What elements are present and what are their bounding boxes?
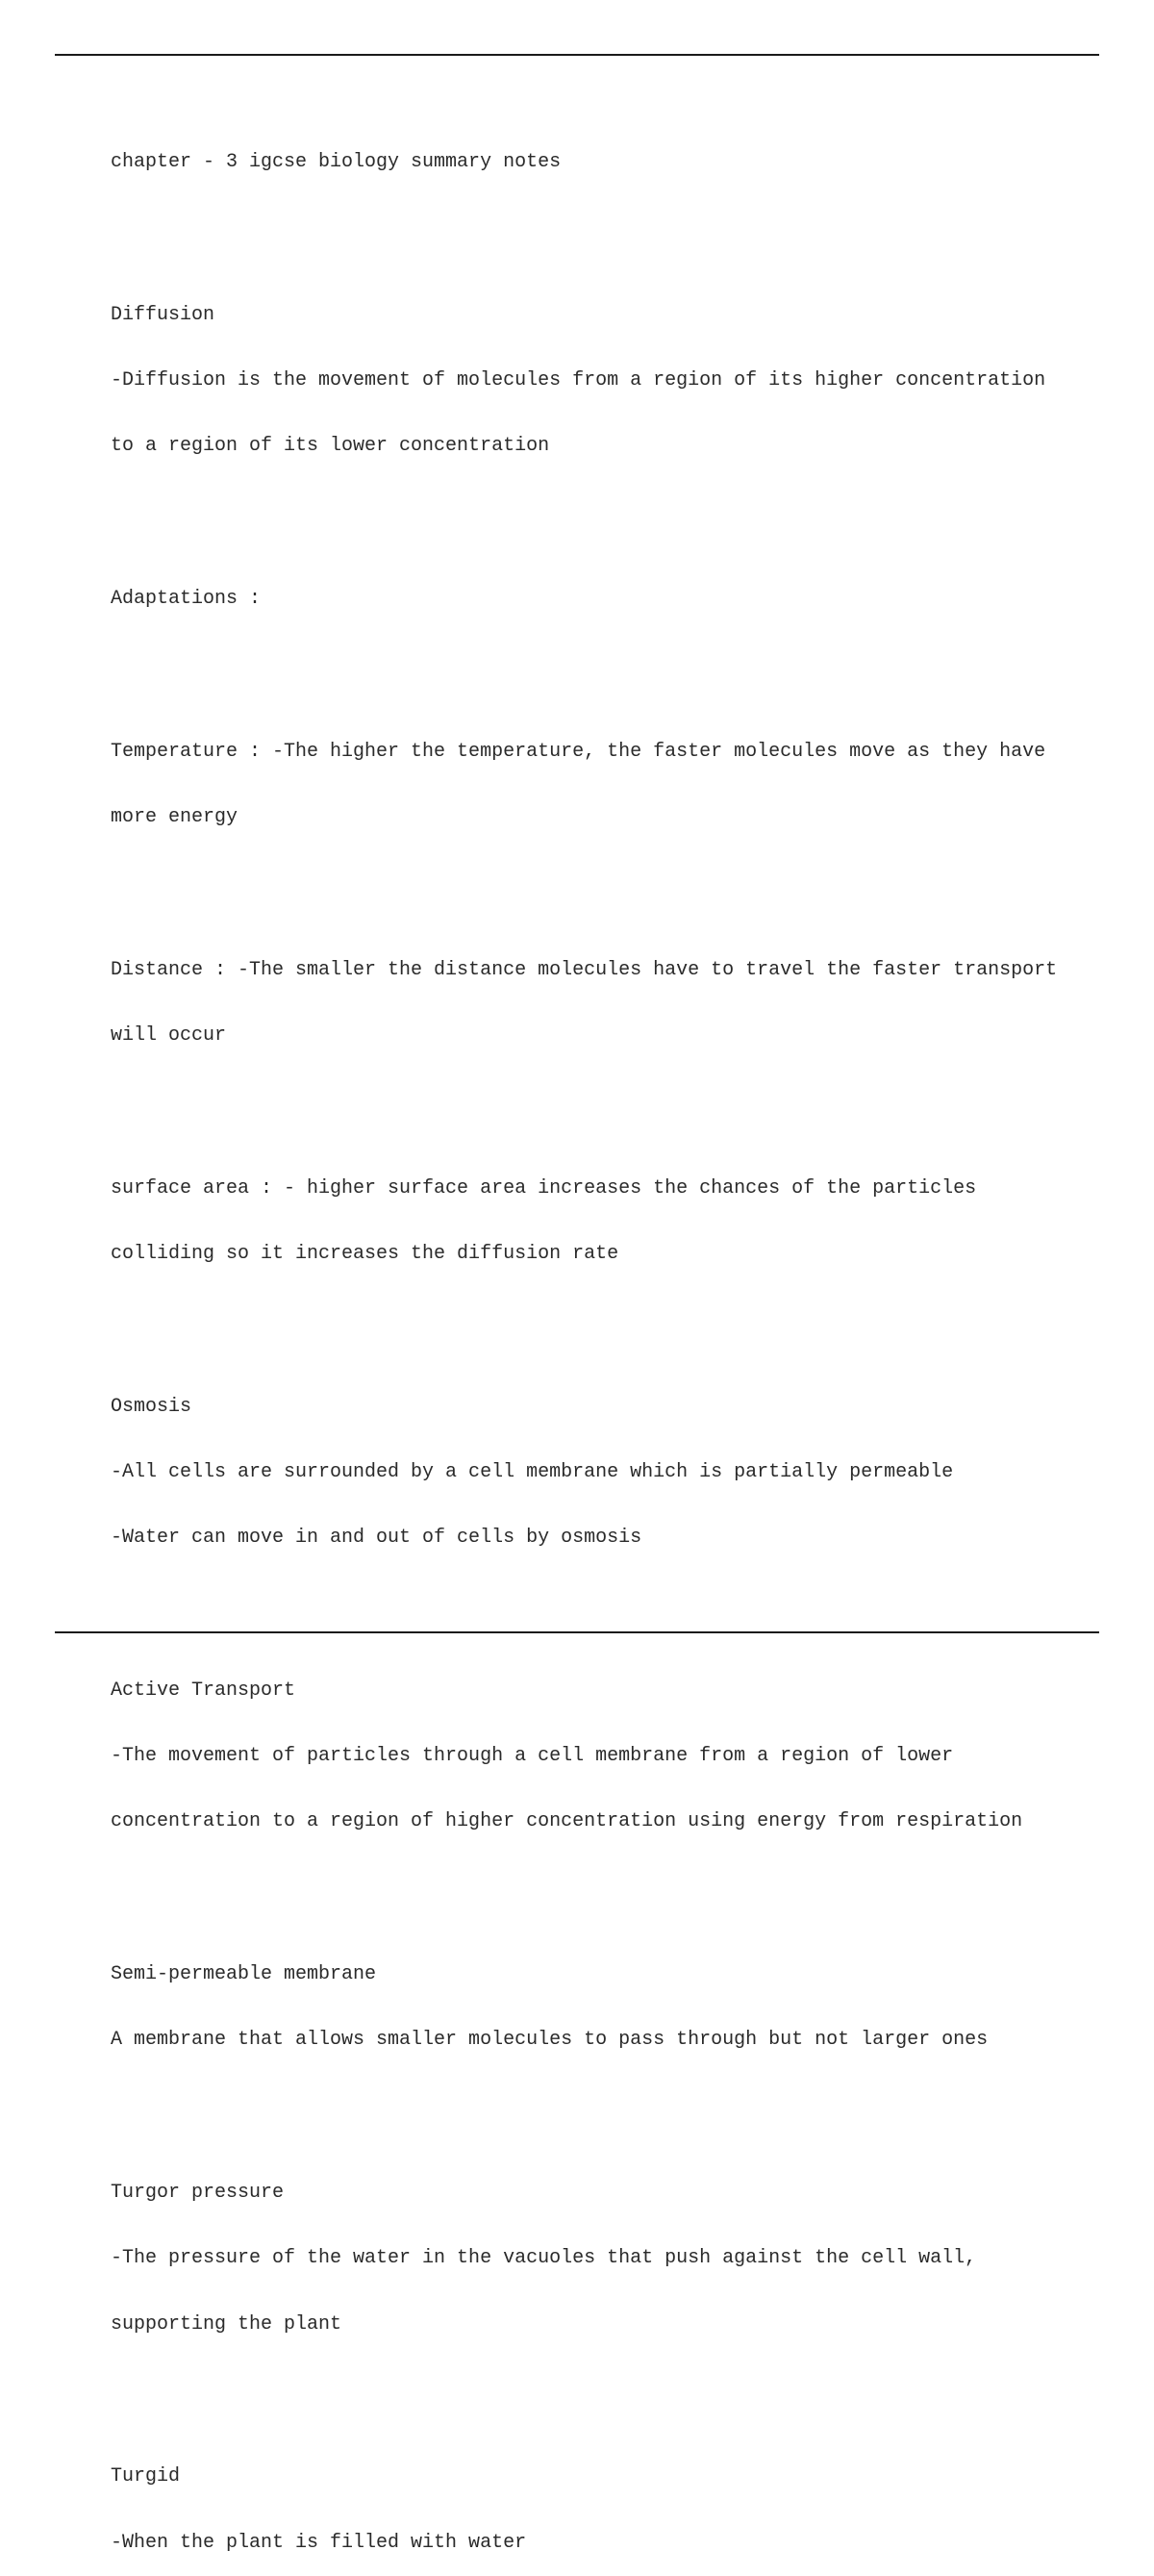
section-text: -Water can move in and out of cells by osmosis xyxy=(111,1527,642,1550)
spacer xyxy=(111,1309,1111,1331)
spacer xyxy=(111,1878,1111,1900)
document-body xyxy=(111,109,1111,2576)
section-heading-semi-permeable-membrane: Semi-permeable membrane xyxy=(111,1963,377,1986)
adaptation-surface-area: surface area : - higher surface area increases the chances of the particles xyxy=(111,1177,977,1200)
section-text: concentration to a region of higher concentration using energy from respiration xyxy=(111,1810,1023,1833)
header-rule xyxy=(55,54,1099,56)
spacer xyxy=(111,2380,1111,2402)
section-text: colliding so it increases the diffusion rate xyxy=(111,1243,619,1266)
section-text: supporting the plant xyxy=(111,2312,342,2336)
section-text: more energy xyxy=(111,806,238,829)
section-heading-turgor-pressure: Turgor pressure xyxy=(111,2182,285,2205)
section-text: -The movement of particles through a cell membrane from a region of lower xyxy=(111,1745,954,1768)
spacer xyxy=(111,654,1111,676)
section-text: will occur xyxy=(111,1024,227,1048)
footer-rule xyxy=(55,1631,1099,1633)
section-text: -The pressure of the water in the vacuoles that push against the cell wall, xyxy=(111,2247,977,2270)
section-heading-osmosis: Osmosis xyxy=(111,1396,192,1419)
spacer xyxy=(111,218,1111,240)
spacer xyxy=(111,1091,1111,1113)
section-text: A membrane that allows smaller molecules to pass through but not larger ones xyxy=(111,2029,989,2052)
section-heading-active-transport: Active Transport xyxy=(111,1679,296,1703)
section-text: -All cells are surrounded by a cell membrane which is partially permeable xyxy=(111,1461,954,1484)
section-text: -When the plant is filled with water xyxy=(111,2531,527,2554)
spacer xyxy=(111,502,1111,524)
spacer xyxy=(111,1594,1111,1616)
section-heading-turgid: Turgid xyxy=(111,2465,181,2488)
spacer xyxy=(111,872,1111,895)
adaptation-temperature: Temperature : -The higher the temperature, the faster molecules move as they have xyxy=(111,741,1046,764)
section-text: -Diffusion is the movement of molecules from a region of its higher concentration xyxy=(111,369,1046,392)
section-text: to a region of its lower concentration xyxy=(111,435,550,458)
adaptation-distance: Distance : -The smaller the distance molecules have to travel the faster transport xyxy=(111,959,1058,982)
section-heading-diffusion: Diffusion xyxy=(111,304,215,327)
section-heading-adaptations: Adaptations : xyxy=(111,588,262,611)
document-title: chapter - 3 igcse biology summary notes xyxy=(111,151,562,174)
spacer xyxy=(111,2096,1111,2118)
